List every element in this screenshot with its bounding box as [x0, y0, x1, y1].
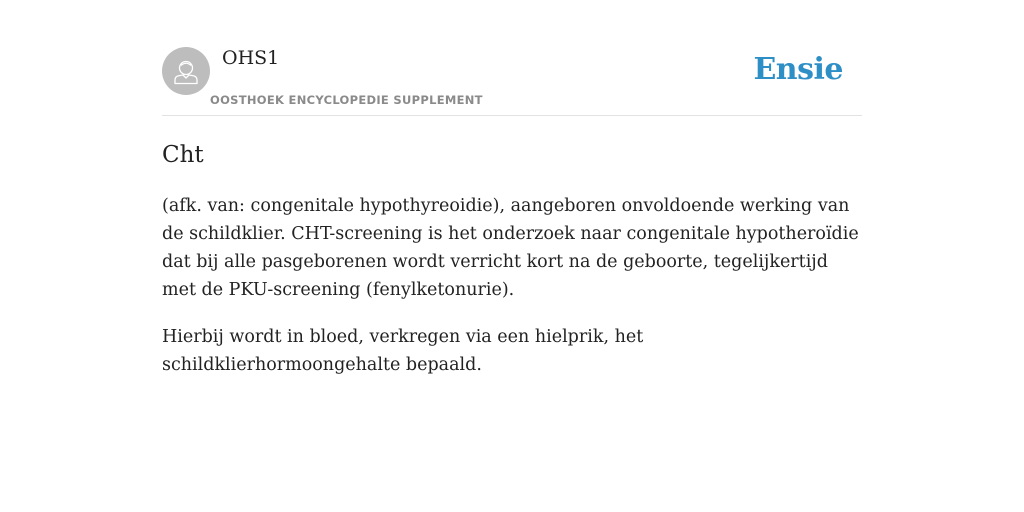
source-name[interactable]: OOSTHOEK ENCYCLOPEDIE SUPPLEMENT: [210, 93, 483, 107]
entry-paragraph: Hierbij wordt in bloed, verkregen via een hielprik, het schildklierhormoongehalte bepaald.: [162, 327, 644, 375]
brand-logo[interactable]: Ensie: [753, 52, 843, 87]
source-code[interactable]: OHS1: [222, 47, 280, 69]
entry-card: [162, 46, 862, 379]
entry-title: Cht: [162, 142, 204, 168]
user-avatar-icon[interactable]: [162, 47, 210, 95]
entry-header: [162, 46, 862, 116]
entry-paragraph: (afk. van: congenitale hypothyreoidie), aangeboren onvoldoende werking van de schildklier. CHT-screening is het onderzoek naar congenitale hypotheroïdie dat bij alle pasgeborenen wordt verricht kort na de geboorte, tegelijkertijd met de PKU-screening (fenylketonurie).: [162, 196, 859, 300]
